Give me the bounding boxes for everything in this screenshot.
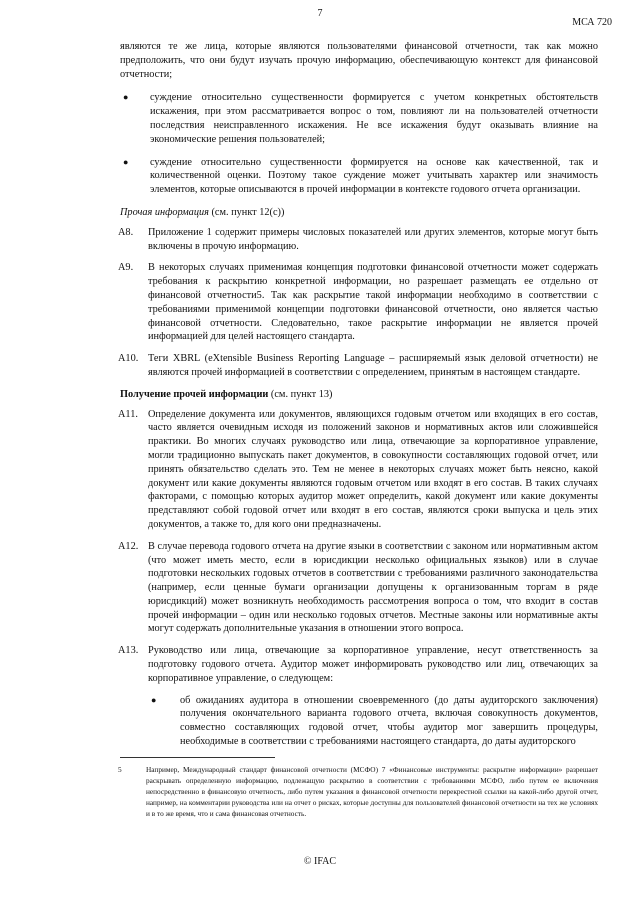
section-ref: (см. пункт 13) (268, 388, 333, 400)
section-heading-obtaining-other-information (120, 388, 598, 402)
bullet-text: суждение относительно существенности формируется на основе как качественной, так и количественной оценки. Поэтому такое суждение может учитывать характер или значимость элементов, которые описываются в прочей информации в контексте годового отчета организации. (150, 156, 598, 196)
paragraph-number: A11. (118, 408, 138, 420)
paragraph-number: A12. (118, 540, 139, 552)
continuation-text: являются те же лица, которые являются пользователями финансовой отчетности, так как можно предположить, что они будут изучать прочую информацию, обеспечивающую контекст для финансовой отчетности; (120, 41, 598, 80)
section-title: Получение прочей информации (120, 388, 269, 400)
page-number: 7 (317, 8, 323, 19)
paragraph-text: Определение документа или документов, являющихся годовым отчетом или входящих в его состав, часто является очевидным исходя из положений законов и нормативных актов или сложившейся практики. Во многих случаях руководство или лица, отвечающие за корпоративное управление, могли традиционно выпускать пакет документов, в совокупности составляющих годовой отчет, или принять обязательство сделать это. Тем не менее в некоторых случаях может быть неясно, какой документ или какие документы являются годовым отчетом или входят в его состав. В таких случаях факторами, с помощью которых аудитор может определить, какой документ или какие документы представляют собой годовой отчет или входят в его состав, являются сроки выпуска и цель этих документов, а также то, для кого они предназначены. (148, 408, 598, 530)
paragraph-text: Теги XBRL (eXtensible Business Reporting Language – расширяемый язык деловой отчетности) не являются прочей информацией в соответствии с определением, принятым в настоящем стандарте. (148, 353, 598, 378)
list-item (120, 156, 598, 197)
document-body (120, 40, 598, 749)
list-item (120, 91, 598, 146)
section-title: Прочая информация (120, 206, 209, 218)
paragraph-text: В некоторых случаях применимая концепция подготовки финансовой отчетности может содержать требования к раскрытию конкретной информации, но разрешает размещать ее отдельно от финансовой отчетности5. Так как раскрытие такой информации необходимо в соответствии с требованиями применимой концепции подготовки финансовой отчетности, оно является частью финансовой отчетности. Следовательно, такое раскрытие информации не является прочей информацией для целей настоящего стандарта. (148, 262, 598, 343)
footnote-divider (120, 757, 275, 758)
section-heading-other-information (120, 206, 598, 220)
bullet-text: об ожиданиях аудитора в отношении своевременного (до даты аудиторского заключения) получения окончательного варианта годового отчета, включая совокупность документов, совместно составляющих годовой отчет, чтобы аудитор мог завершить процедуры, необходимые в соответствии с требованиями настоящего стандарта, до даты аудиторского (180, 694, 598, 748)
bullet-icon: ● (123, 92, 129, 103)
paragraph-number: A8. (118, 226, 134, 238)
paragraph-a12 (120, 540, 598, 637)
bullet-icon: ● (123, 156, 129, 167)
footnote-text: Например, Международный стандарт финансовой отчетности (МСФО) 7 «Финансовые инструменты: раскрытие информации» разрешает раскрывать определенную информацию, подлежащую раскрытию в соответствии с требованиями МСФО, либо путем ее включения непосредственно в финансовую отчетность, либо путем указания в финансовой отчетности перекрестной ссылки на какой-либо другой отчет, например, на комментарии руководства или на отчет о рисках, которые доступны для пользователей финансовой отчетности на тех же условиях и в то же время, что и сама финансовая отчетность. (146, 765, 598, 818)
section-ref: (см. пункт 12(c)) (208, 206, 285, 218)
paragraph-text: Руководство или лица, отвечающие за корпоративное управление, несут ответственность за подготовку годового отчета. Аудитор может информировать руководство или лиц, отвечающих за корпоративное управление, о следующем: (148, 645, 598, 684)
bullet-text: суждение относительно существенности формируется с учетом конкретных обстоятельств искажения, при этом рассматривается вопрос о том, повлияют ли на пользователей отчетности последствия неисправленного искажения. Не все искажения будут оказывать влияние на экономические решения пользователей; (150, 92, 598, 145)
paragraph-a8 (120, 226, 598, 254)
paragraph-a10 (120, 352, 598, 380)
document-code: МСА 720 (572, 17, 612, 28)
paragraph-body (148, 644, 598, 685)
paragraph-text: В случае перевода годового отчета на другие языки в соответствии с законом или нормативным актом (что может иметь место, если в юрисдикции несколько официальных языков) или в случае подготовки нескольких годовых отчетов в соответствии с требованиями различного законодательства (например, если ценные бумаги организации допущены к организованным торгам в ряде юрисдикций) может возникнуть необходимость рассмотрения вопроса о том, что входит в состав прочей информации – один или несколько годовых отчетов. Местные законы или нормативные акты могут содержать дополнительные указания в отношении этого вопроса. (148, 540, 598, 635)
paragraph-a9 (120, 261, 598, 344)
footnote-number: 5 (118, 765, 122, 774)
paragraph-a11 (120, 408, 598, 532)
copyright-footer: © IFAC (303, 856, 337, 867)
paragraph-number: A13. (118, 645, 139, 657)
paragraph-a13 (120, 644, 598, 685)
list-item (120, 694, 598, 749)
paragraph-number: A9. (118, 262, 134, 274)
paragraph-number: A10. (118, 353, 139, 365)
paragraph-text: Приложение 1 содержит примеры числовых показателей или других элементов, которые могут быть включены в прочую информацию. (148, 226, 598, 252)
bullet-icon: ● (151, 694, 157, 705)
footnote (120, 764, 598, 819)
